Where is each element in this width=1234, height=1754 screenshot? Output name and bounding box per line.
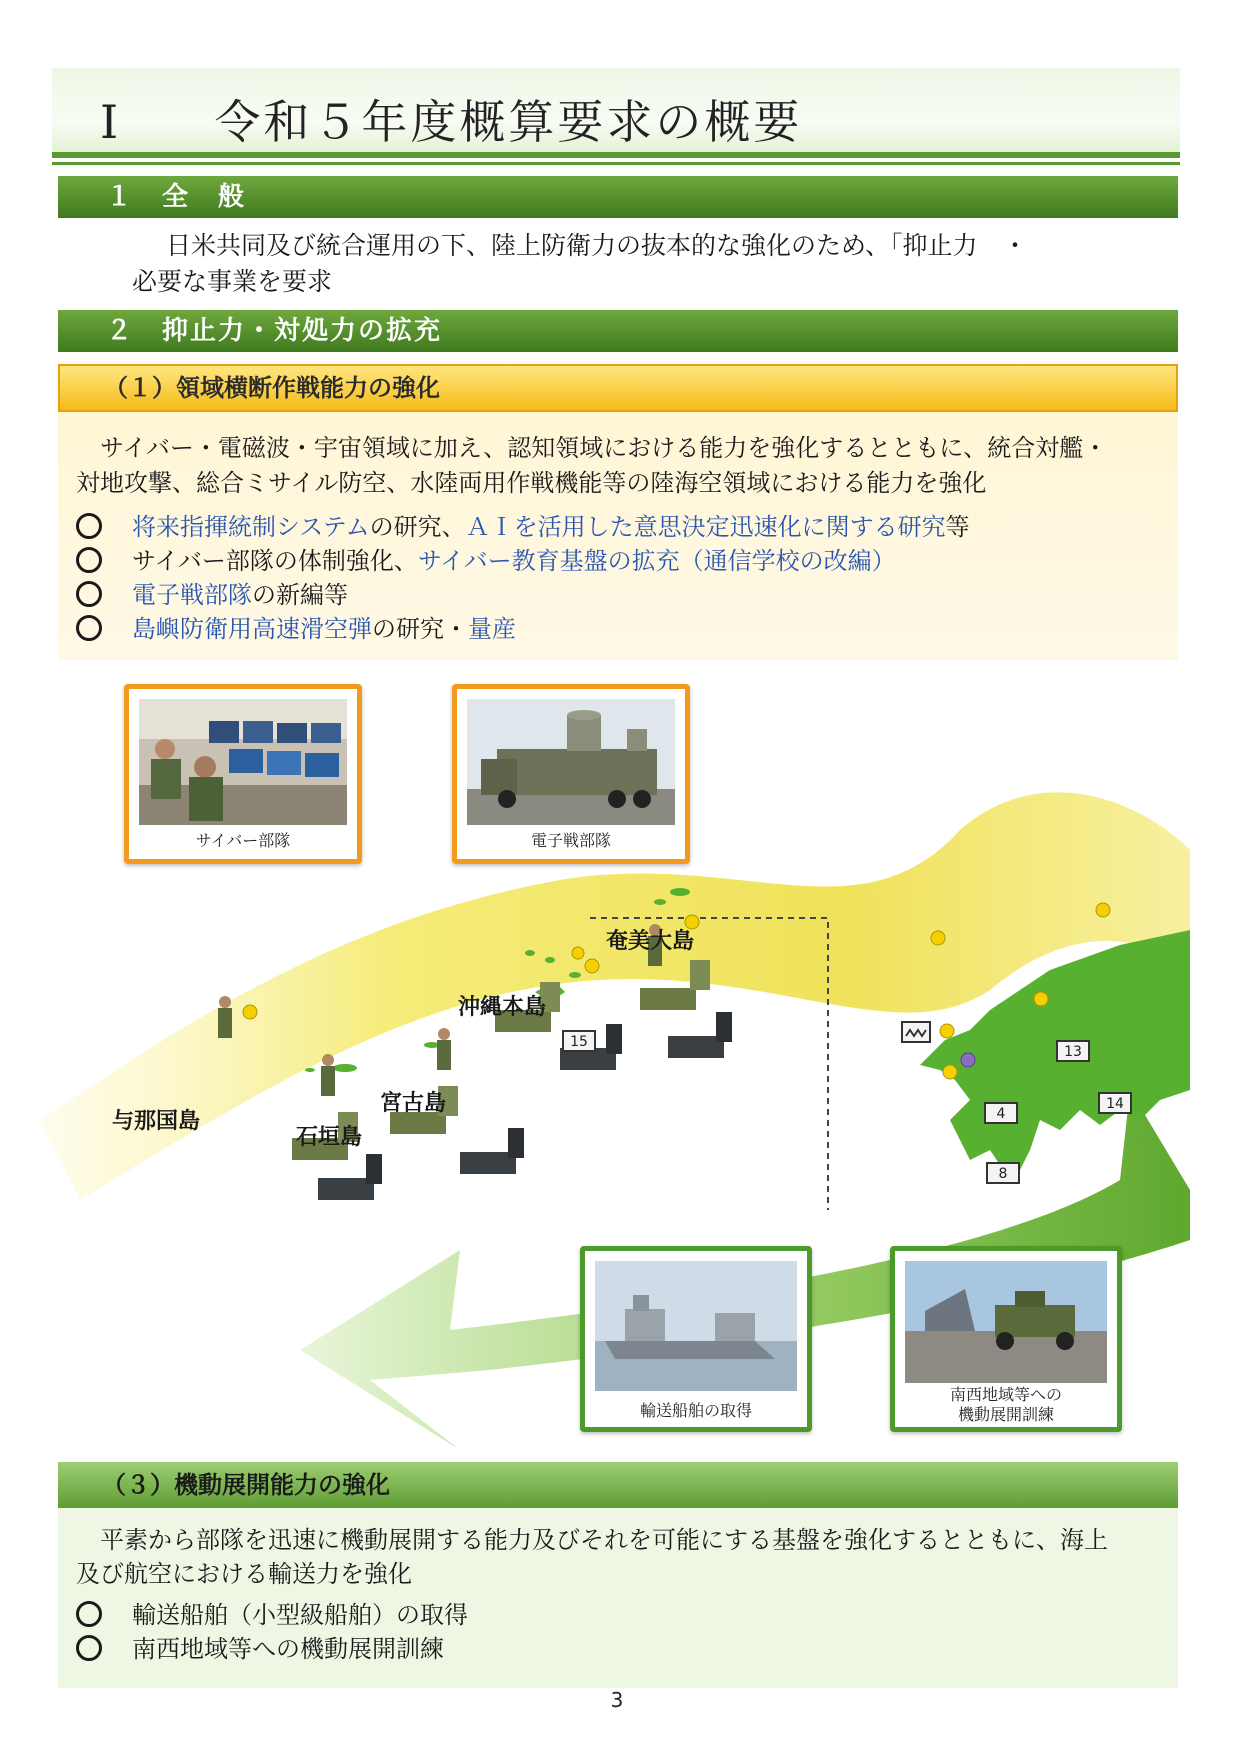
sub3-intro-line1: 平素から部隊を迅速に機動展開する能力及びそれを可能にする基盤を強化するとともに、海上 xyxy=(100,1526,1108,1554)
circle-bullet-icon xyxy=(76,581,102,607)
circle-bullet-icon xyxy=(76,513,102,539)
highlighted-text: ＡＩを活用した意思決定迅速化に関する研究 xyxy=(465,513,946,541)
title-text: 令和５年度概算要求の概要 xyxy=(214,95,803,149)
circle-bullet-icon xyxy=(76,547,102,573)
transport-ship-photo xyxy=(595,1261,797,1391)
bullet-text: の研究、 xyxy=(369,513,466,541)
unit-box-15: 15 xyxy=(562,1030,596,1052)
page-title xyxy=(100,86,802,152)
ew-caption: 電子戦部隊 xyxy=(530,831,611,850)
page-number: 3 xyxy=(610,1688,624,1712)
island-amami xyxy=(670,888,690,896)
sub1-bullet-2 xyxy=(76,544,970,578)
sub1-bullet-3 xyxy=(76,578,970,612)
title-numeral: Ⅰ xyxy=(100,95,122,149)
training-photo xyxy=(905,1261,1107,1383)
section1-heading: １ 全 般 xyxy=(58,176,1178,218)
label-okinawa: 沖縄本島 xyxy=(458,995,547,1020)
circle-bullet-icon xyxy=(76,1601,102,1627)
unit-box-13: 13 xyxy=(1056,1040,1090,1062)
unit-box-8: 8 xyxy=(986,1162,1020,1184)
label-amami: 奄美大島 xyxy=(606,929,695,954)
bullet-text: 等 xyxy=(945,513,970,541)
ship-caption: 輸送船舶の取得 xyxy=(639,1401,752,1420)
purple-marker xyxy=(961,1053,975,1067)
highlighted-text: 量産 xyxy=(468,615,516,643)
section1-body-line1: 日米共同及び統合運用の下、陸上防衛力の抜本的な強化のため、「抑止力 ・ xyxy=(166,231,1028,260)
sub1-bullet-4 xyxy=(76,612,970,646)
photo-card-ship xyxy=(580,1246,812,1432)
bullet-text: の研究・ xyxy=(372,615,468,643)
bullet-text: サイバー部隊の体制強化、 xyxy=(132,547,418,575)
highlighted-text: 電子戦部隊 xyxy=(132,581,252,609)
island-ishigaki xyxy=(333,1064,357,1072)
bullet-text: の新編等 xyxy=(252,581,348,609)
label-miyako: 宮古島 xyxy=(380,1091,447,1116)
training-caption-line2: 機動展開訓練 xyxy=(957,1405,1054,1424)
circle-bullet-icon xyxy=(76,615,102,641)
sub3-bullet-1: 輸送船舶（小型級船舶）の取得 xyxy=(76,1598,468,1632)
circle-bullet-icon xyxy=(76,1635,102,1661)
training-caption-line1: 南西地域等への xyxy=(949,1385,1062,1404)
unit-box-4: 4 xyxy=(984,1102,1018,1124)
highlighted-text: 将来指揮統制システム xyxy=(132,513,370,541)
sub1-bullet-1 xyxy=(76,510,970,544)
sub1-intro-line1: サイバー・電磁波・宇宙領域に加え、認知領域における能力を強化するとともに、統合対艦・ xyxy=(100,434,1108,462)
cyber-caption: サイバー部隊 xyxy=(195,831,291,850)
sub1-intro-line2: 対地攻撃、総合ミサイル防空、水陸両用作戦機能等の陸海空領域における能力を強化 xyxy=(76,469,987,497)
photo-card-training xyxy=(890,1246,1122,1432)
section1-body-line2: 必要な事業を要求 xyxy=(132,267,333,296)
sub3-intro-line2: 及び航空における輸送力を強化 xyxy=(76,1560,412,1588)
sub1-heading: （１）領域横断作戦能力の強化 xyxy=(58,364,1178,412)
highlighted-text: サイバー教育基盤の拡充（通信学校の改編） xyxy=(417,547,896,575)
sub3-bullet-2: 南西地域等への機動展開訓練 xyxy=(76,1632,444,1666)
title-rule-thick xyxy=(52,152,1180,158)
unit-box-14: 14 xyxy=(1098,1092,1132,1114)
label-ishigaki: 石垣島 xyxy=(296,1125,363,1150)
sub1-bullet-list xyxy=(76,510,970,646)
sub3-heading: （３）機動展開能力の強化 xyxy=(58,1462,1178,1508)
label-yonaguni: 与那国島 xyxy=(112,1109,201,1134)
highlighted-text: 島嶼防衛用高速滑空弾 xyxy=(132,615,372,643)
title-rule-thin xyxy=(52,162,1180,165)
section2-heading: ２ 抑止力・対処力の拡充 xyxy=(58,310,1178,352)
